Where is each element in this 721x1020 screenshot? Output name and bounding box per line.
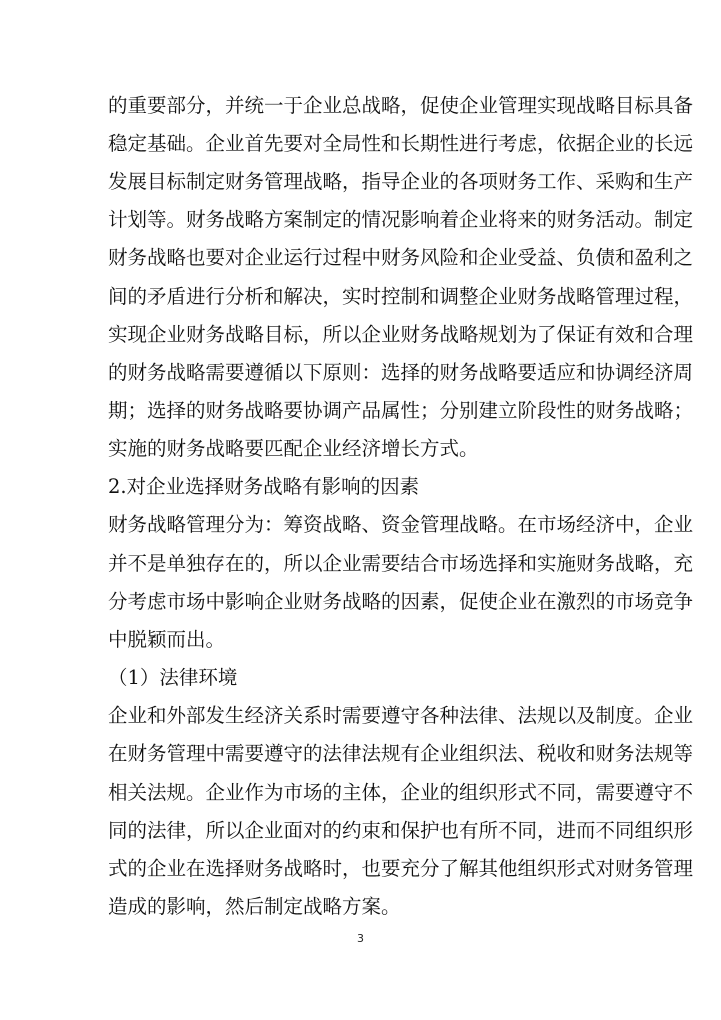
page-number: 3 [357, 932, 364, 945]
text-line: 稳定基础。企业首先要对全局性和长期性进行考虑，依据企业的长远 [108, 132, 694, 155]
text-line: 造成的影响，然后制定战略方案。 [108, 895, 401, 918]
section-heading: 2.对企业选择财务战略有影响的因素 [108, 475, 420, 498]
text-line: 并不是单独存在的，所以企业需要结合市场选择和实施财务战略，充 [108, 552, 694, 575]
text-line: 中脱颖而出。 [108, 628, 226, 651]
text-line: 计划等。财务战略方案制定的情况影响着企业将来的财务活动。制定 [108, 208, 694, 231]
text-line: 同的法律，所以企业面对的约束和保护也有所不同，进而不同组织形 [108, 819, 694, 842]
text-line: 的财务战略需要遵循以下原则：选择的财务战略要适应和协调经济周 [108, 361, 694, 384]
text-line: 实现企业财务战略目标，所以企业财务战略规划为了保证有效和合理 [108, 323, 694, 346]
text-line: 发展目标制定财务管理战略，指导企业的各项财务工作、采购和生产 [108, 170, 694, 193]
text-line: 实施的财务战略要匹配企业经济增长方式。 [108, 437, 479, 460]
text-line: 期；选择的财务战略要协调产品属性；分别建立阶段性的财务战略； [108, 399, 694, 422]
text-line: 相关法规。企业作为市场的主体，企业的组织形式不同，需要遵守不 [108, 781, 694, 804]
text-line: 财务战略也要对企业运行过程中财务风险和企业受益、负债和盈利之 [108, 246, 694, 269]
text-line: 在财务管理中需要遵守的法律法规有企业组织法、税收和财务法规等 [108, 742, 694, 765]
text-line: 的重要部分，并统一于企业总战略，促使企业管理实现战略目标具备 [108, 94, 694, 117]
text-line: 财务战略管理分为：筹资战略、资金管理战略。在市场经济中，企业 [108, 513, 694, 536]
text-line: 企业和外部发生经济关系时需要遵守各种法律、法规以及制度。企业 [108, 704, 694, 727]
text-line: 式的企业在选择财务战略时，也要充分了解其他组织形式对财务管理 [108, 857, 694, 880]
text-line: 间的矛盾进行分析和解决，实时控制和调整企业财务战略管理过程， [108, 285, 694, 308]
subsection-heading: （1）法律环境 [108, 666, 238, 689]
text-line: 分考虑市场中影响企业财务战略的因素，促使企业在激烈的市场竞争 [108, 590, 694, 613]
